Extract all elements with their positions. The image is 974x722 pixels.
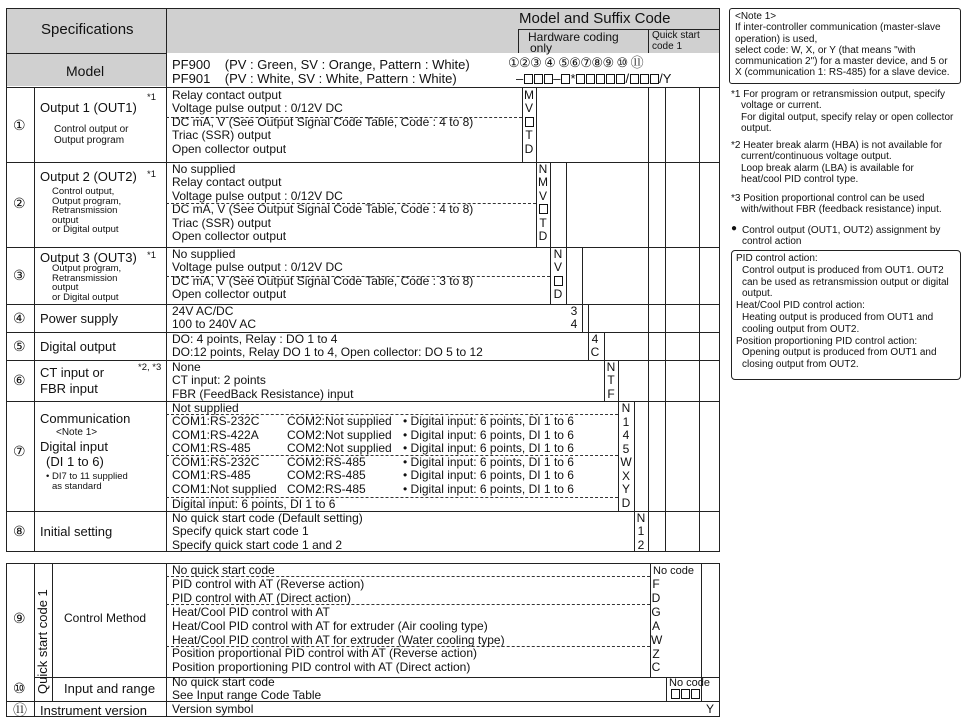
row9-items [172,564,505,675]
fn1-line-2: For digital output, specify relay or open collector [741,111,954,123]
row3-item-0: No supplied [172,247,236,261]
row3-code-n: N [553,247,563,261]
pid-line-3: output. [742,288,773,300]
code-col-8 [618,401,619,511]
row3-code-v: V [553,260,562,275]
row2-number: ② [13,195,26,211]
row7-title-2: <Note 1> [56,427,98,438]
row4-number: ④ [13,310,26,326]
row9-item-7: Position proportioning PID control with AT (Direct action) [172,660,471,675]
row9-title: Control Method [64,611,147,625]
row2-sub-2: Retransmission [52,205,118,216]
row5-items [172,333,483,360]
row11-number: ⑪ [13,702,27,718]
row6-note: *2, *3 [138,362,162,373]
model-line [6,87,720,88]
row7-di-1: • Digital input: 6 points, DI 1 to 6 [403,427,574,442]
row2-sub-3: output [52,214,79,226]
hw-left [518,29,519,53]
row7-com1-3: COM1:RS-232C [172,454,260,469]
row3-item-1: Voltage pulse output : 0/12V DC [172,260,343,275]
row7-com1-4: COM1:RS-485 [172,468,251,482]
code-col-7b [618,360,619,401]
row4-code-3: 3 [570,304,578,318]
code-pattern [516,72,671,85]
row3-number: ③ [13,267,26,283]
row10-item-0: No quick start code [172,675,275,689]
row7-title-1: Communication [40,411,131,426]
row4-item-0: 24V AC/DC [172,304,234,318]
row7-com1-5: COM1:Not supplied [172,481,277,496]
qs-col-divider [166,563,167,717]
row7-code-4: 4 [622,428,630,442]
col-divider [166,8,167,552]
fn3-line-0: *3 Position proportional control can be used [731,193,925,204]
row7-di-4: • Digital input: 6 points, DI 1 to 6 [403,468,574,482]
row3-title: Output 3 (OUT3) [40,250,137,265]
code-col-3c [566,162,567,247]
row9-code-z: Z [652,646,660,661]
code-col-3 [550,162,551,247]
row7-di-5: • Digital input: 6 points, DI 1 to 6 [403,481,574,496]
code-col-3b [550,247,551,304]
row2-codes [538,163,548,244]
row6-item-2: FBR (FeedBack Resistance) input [172,386,354,401]
row9-item-6: Position proportional PID control with AT (Reverse action) [172,646,478,661]
footnote-3 [731,193,942,216]
row8-item-0: No quick start code (Default setting) [172,511,363,525]
row3-code-d: D [553,287,563,302]
quick-start-label-1: Quick start [652,30,700,41]
qs-sep-2 [6,701,720,702]
row1-items [172,89,473,156]
row2-code-m: M [538,175,548,190]
row9-vertical-label: Quick start code 1 [35,589,50,694]
fn3-line-1: with/without FBR (feedback resistance) input. [741,204,942,216]
code-dash: – [553,71,561,86]
row9-code-f: F [652,577,660,591]
row6-title-2: FBR input [40,381,98,396]
pid-line-1: Control output is produced from OUT1. OUT2 [742,264,944,276]
bullet-line-0: Control output (OUT1, OUT2) assignment by [742,225,941,236]
note1-line-3: select code: W, X, or Y (that means "with [735,44,916,56]
row7-di-2: • Digital input: 6 points, DI 1 to 6 [403,441,574,455]
pid-line-9: closing output from OUT2. [742,359,859,371]
code-col-1b [536,87,537,162]
row1-note: *1 [147,92,156,103]
row6-title-1: CT input or [40,365,105,380]
row3-sub-2: output [52,282,79,293]
row9-number: ⑨ [13,610,26,626]
row9-item-5: Heat/Cool PID control with AT for extruder (Water cooling type) [172,632,505,647]
row7-code-1: 1 [622,414,630,429]
row7-sub-1: • DI7 to 11 supplied [46,471,128,482]
row3-sub [52,264,121,302]
row1-item-triac: Triac (SSR) output [172,128,271,143]
qs-sep-1 [34,677,720,678]
row8-codes [636,512,646,552]
row4-title: Power supply [40,311,119,326]
row7-number: ⑦ [13,443,26,459]
code-col-5 [582,304,583,332]
row7-com2-3: COM2:RS-485 [287,454,366,469]
quick-start-label-2: code 1 [652,41,683,52]
hw-divider [648,29,649,53]
row2-item-4: Triac (SSR) output [172,215,271,230]
row6-items [172,361,353,401]
row3-codes [552,248,564,302]
code-col-9 [634,511,635,552]
row11-item: Version symbol [172,702,254,716]
row-sep-7 [6,511,720,512]
row1-code-m: M [524,88,534,102]
fn2-line-0: *2 Heater break alarm (HBA) is not available for [731,140,943,151]
row7-last: Digital input: 6 points, DI 1 to 6 [172,497,336,511]
code-y: Y [662,71,672,86]
pid-note [736,253,949,371]
pid-line-4: Heat/Cool PID control action: [736,300,865,312]
row9-item-4: Heat/Cool PID control with AT for extruder (Air cooling type) [172,618,488,633]
hardware-coding-label: Hardware coding [528,30,619,44]
row2-code-t: T [539,215,547,230]
row9-codes [651,578,661,675]
row9-no-code: No code [653,565,694,577]
fn2-line-3: heat/cool PID control type. [741,173,859,185]
row9-item-1: PID control with AT (Reverse action) [172,576,365,591]
code-col-1 [522,87,523,162]
row3-item-2: DC mA, V (See Output Signal Code Table, Code : 3 to 8) [172,273,474,288]
row9-code-a: A [651,618,660,633]
row2-code-d: D [538,229,548,244]
row11-code: Y [706,702,715,716]
row9-code-c: C [651,660,661,675]
row3-sub-1: Retransmission [52,272,118,284]
row1-code-v: V [524,101,533,116]
row1-sub1: Control output or [54,124,129,135]
row7-com1-1: COM1:RS-422A [172,427,259,442]
row7-not-supplied: Not supplied [172,401,239,415]
row8-code-n: N [636,511,646,525]
model-pf901: PF901 (PV : White, SV : White, Pattern : White) [172,71,457,86]
row7-code-d: D [621,495,631,510]
row7-com2-2: COM2:Not supplied [287,441,392,455]
row4-codes [569,305,579,332]
row2-sub [52,187,121,235]
pid-line-7: Position proportioning PID control action: [736,335,918,347]
note1-line-5: X (communication 1: RS-485) for a slave device. [735,67,950,79]
row1-title: Output 1 (OUT1) [40,100,137,115]
qs-vert-divider [52,563,53,701]
row8-code-2: 2 [637,537,645,552]
row10-title: Input and range [64,681,156,696]
fn1-line-3: output. [741,122,772,134]
row5-number: ⑤ [13,338,26,354]
row5-codes [589,333,601,360]
row6-number: ⑥ [13,372,26,388]
row3-item-3: Open collector output [172,287,287,302]
row9-item-0: No quick start code [172,563,275,577]
row2-sub-4: or Digital output [52,224,119,235]
code-col-8b [634,401,635,511]
row5-code-c: C [590,345,600,360]
row2-code-box [539,204,548,214]
row7-com2-1: COM2:Not supplied [287,427,392,442]
row9-code-w: W [651,632,663,647]
row7-code-x: X [621,468,630,483]
row5-code-4: 4 [591,332,599,346]
row7-com2-4: COM2:RS-485 [287,468,366,482]
footnote-2 [731,140,942,185]
fn1-line-1: voltage or current. [741,100,822,112]
row2-item-0: No supplied [172,162,236,176]
row1-item-dc: DC mA, V (See Output Signal Code Table, Code : 4 to 8) [172,114,474,129]
specifications-heading: Specifications [41,21,134,38]
row3-sub-3: or Digital output [52,291,119,303]
pid-line-2: can be used as retransmission output or digital [742,276,949,288]
row10-item-1: See Input range Code Table [172,688,322,703]
row7-di-0: • Digital input: 6 points, DI 1 to 6 [403,414,574,428]
hardware-only-label: only [530,41,553,55]
row1-code-t: T [525,128,533,143]
note1-line-1: If inter-controller communication (master-slave [735,22,941,34]
suffix-numbers: ①②③ ④ ⑤⑥⑦⑧⑨ ⑩ ⑪ [508,55,643,70]
row2-code-v: V [538,188,547,203]
row3-note: *1 [147,250,156,261]
row1-code-d: D [524,141,534,156]
row10-code-boxes [670,689,700,701]
row10-no-code: No code [669,677,710,689]
code-col-12 [699,87,700,552]
row7-sub-2: as standard [52,481,102,492]
row7-title-4: (DI 1 to 6) [46,454,104,469]
row2-item-2: Voltage pulse output : 0/12V DC [172,188,343,203]
row4-items [172,305,256,332]
row9-item-2: PID control with AT (Direct action) [172,590,351,605]
row2-note: *1 [147,169,156,180]
model-label: Model [66,63,105,79]
row-sep-3 [6,304,720,305]
row7-com1 [172,415,277,496]
row3-sub-0: Output program, [52,263,122,274]
pid-line-5: Heating output is produced from OUT1 and [742,311,934,323]
row6-code-n: N [606,360,616,374]
code-star: * [570,71,576,86]
row2-sub-1: Output program, [52,195,122,207]
row10-items [172,676,321,703]
bullet-icon: ● [731,223,738,234]
row7-code-w: W [620,455,632,469]
row3-code-box [554,276,563,286]
row7-com2-5: COM2:RS-485 [287,481,366,496]
model-pf900: PF900 (PV : Green, SV : Orange, Pattern : White) [172,57,470,72]
fn2-line-2: Loop break alarm (LBA) is available for [741,162,914,174]
row6-code-f: F [607,386,615,401]
row8-title: Initial setting [40,524,113,539]
row1-sub2: Output program [54,135,125,146]
row2-title: Output 2 (OUT2) [40,169,137,184]
fn2-line-1: current/continuous voltage output. [741,151,892,163]
row7-code-5: 5 [622,441,630,456]
code-col-5b [588,304,589,332]
row1-item-voltage: Voltage pulse output : 0/12V DC [172,101,343,116]
row2-item-3: DC mA, V (See Output Signal Code Table, Code : 4 to 8) [172,202,474,217]
code-col-6b [604,332,605,360]
note1-line-2: operation) is used, [735,33,818,45]
code-col-4 [566,247,567,304]
row7-com1-2: COM1:RS-485 [172,441,251,455]
bullet-note [742,225,940,248]
row5-item-1: DO:12 points, Relay DO 1 to 4, Open collector: DO 5 to 12 [172,345,483,360]
row7-code-n: N [621,401,631,415]
row2-item-1: Relay contact output [172,175,282,190]
code-col-7 [604,360,605,401]
code-slash-2: / [659,71,663,86]
pid-line-6: cooling output from OUT2. [742,323,860,335]
row3-items [172,248,473,302]
row1-code-box [525,117,534,127]
header-line [6,53,166,54]
row1-item-open: Open collector output [172,141,287,156]
code-prefix: – [516,71,524,86]
row6-codes [606,361,616,401]
fn1-line-0: *1 For program or retransmission output, specify [731,89,945,100]
row1-item-relay: Relay contact output [172,88,282,102]
code-col-10 [648,87,649,552]
row2-sub-0: Control output, [52,186,115,197]
row6-code-t: T [607,373,615,388]
row6-item-0: None [172,360,201,374]
row8-items [172,512,363,552]
row6-item-1: CT input: 2 points [172,373,266,388]
row7-com1-0: COM1:RS-232C [172,414,260,428]
code-col-4b [582,247,583,304]
pid-line-0: PID control action: [736,253,818,264]
row1-codes [524,89,534,156]
row8-number: ⑧ [13,523,26,539]
row8-code-1: 1 [637,524,645,539]
row5-item-0: DO: 4 points, Relay : DO 1 to 4 [172,332,338,346]
row8-item-1: Specify quick start code 1 [172,524,309,539]
row11-title: Instrument version [40,703,147,718]
row9-item-3: Heat/Cool PID control with AT [172,604,330,619]
footnote-1 [731,89,953,134]
row7-di-3: • Digital input: 6 points, DI 1 to 6 [403,454,574,469]
row2-item-5: Open collector output [172,229,287,244]
code-col-11 [665,87,666,552]
note1-line-0: <Note 1> [735,11,777,22]
note1 [735,11,950,79]
row7-di [403,415,574,496]
row4-item-1: 100 to 240V AC [172,317,257,332]
row1-number: ① [13,117,26,133]
row7-code-y: Y [621,482,630,496]
code-slash: / [625,71,630,86]
model-suffix-heading: Model and Suffix Code [519,10,671,27]
row2-items [172,163,473,244]
row7-title-3: Digital input [40,439,108,454]
row10-number: ⑩ [13,680,26,696]
row2-code-n: N [538,162,548,176]
row9-code-g: G [651,604,661,619]
row5-title: Digital output [40,339,116,354]
num-col-divider [34,87,35,552]
pid-line-8: Opening output is produced from OUT1 and [742,347,937,359]
qs-code-left-2 [666,677,667,701]
bullet-line-1: control action [742,236,802,248]
note1-line-4: communication 2") for a master device, and 5 or [735,56,948,68]
row9-code-d: D [651,590,661,605]
row4-code-4: 4 [570,317,578,332]
row7-com2-0: COM2:Not supplied [287,414,392,428]
row7-codes [620,402,632,510]
row7-com2 [287,415,392,496]
row8-item-2: Specify quick start code 1 and 2 [172,537,343,552]
